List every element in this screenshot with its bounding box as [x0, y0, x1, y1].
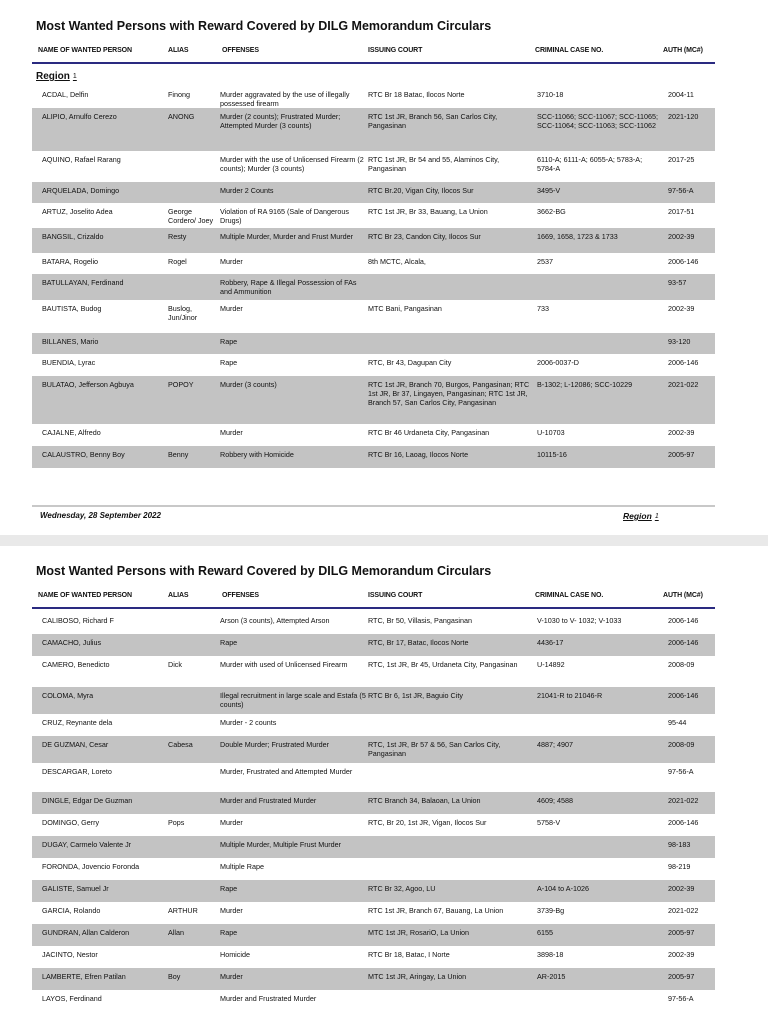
cell-issuing-court: MTC Bani, Pangasinan — [368, 304, 442, 313]
cell-alias: Boy — [168, 972, 181, 981]
cell-offense: Murder 2 Counts — [220, 186, 274, 195]
cell-case-number: 3710-18 — [537, 90, 564, 99]
cell-offense: Murder, Frustrated and Attempted Murder — [220, 767, 353, 776]
cell-auth-mc: 2021-022 — [668, 796, 699, 805]
region-label: Region — [36, 71, 70, 82]
cell-offense: Murder — [220, 257, 243, 266]
table-row — [32, 924, 715, 946]
cell-auth-mc: 2006-146 — [668, 691, 699, 700]
cell-person-name: GUNDRAN, Allan Calderon — [42, 928, 130, 937]
cell-auth-mc: 93-120 — [668, 337, 691, 346]
table-row — [32, 634, 715, 656]
cell-auth-mc: 95-44 — [668, 718, 687, 727]
page-title: Most Wanted Persons with Reward Covered by DILG Memorandum Circulars — [36, 564, 492, 578]
table-row — [32, 182, 715, 203]
cell-person-name: DE GUZMAN, Cesar — [42, 740, 109, 749]
cell-case-number: 733 — [537, 304, 549, 313]
cell-offense: Double Murder; Frustrated Murder — [220, 740, 330, 749]
cell-case-number: 6110-A; 6111-A; 6055-A; 5783-A; 5784-A — [537, 155, 643, 173]
cell-offense: Multiple Murder, Murder and Frust Murder — [220, 232, 354, 241]
cell-auth-mc: 2008-09 — [668, 740, 695, 749]
cell-case-number: 4436-17 — [537, 638, 564, 647]
document-page-2 — [0, 546, 768, 1024]
cell-person-name: BATULLAYAN, Ferdinand — [42, 278, 124, 287]
cell-auth-mc: 2017-25 — [668, 155, 695, 164]
cell-case-number: 3739-Bg — [537, 906, 565, 915]
cell-issuing-court: RTC Br 23, Candon City, Ilocos Sur — [368, 232, 481, 241]
cell-person-name: DUGAY, Carmelo Valente Jr — [42, 840, 132, 849]
cell-offense: Murder — [220, 906, 243, 915]
table-row — [32, 880, 715, 902]
cell-auth-mc: 2005-97 — [668, 928, 695, 937]
cell-case-number: 4887; 4907 — [537, 740, 573, 749]
table-row — [32, 446, 715, 468]
table-row — [32, 612, 715, 634]
table-row — [32, 858, 715, 880]
page-footer — [32, 505, 715, 527]
cell-auth-mc: 2002-39 — [668, 428, 695, 437]
table-row — [32, 902, 715, 924]
header-auth: AUTH (MC#) — [663, 47, 703, 54]
cell-alias: Finong — [168, 90, 190, 99]
cell-alias: Resty — [168, 232, 187, 241]
table-row — [32, 151, 715, 182]
cell-auth-mc: 2006-146 — [668, 638, 699, 647]
cell-auth-mc: 97-56-A — [668, 994, 694, 1003]
cell-offense: Rape — [220, 928, 238, 937]
cell-issuing-court: RTC Br 18 Batac, Ilocos Norte — [368, 90, 465, 99]
table-row — [32, 376, 715, 424]
table-row — [32, 86, 715, 108]
cell-issuing-court: RTC, Br 43, Dagupan City — [368, 358, 452, 367]
cell-auth-mc: 2002-39 — [668, 884, 695, 893]
cell-auth-mc: 2004-11 — [668, 90, 694, 99]
header-auth: AUTH (MC#) — [663, 592, 703, 599]
cell-auth-mc: 2021-022 — [668, 380, 699, 389]
table-row — [32, 424, 715, 446]
cell-offense: Rape — [220, 358, 238, 367]
cell-offense: Rape — [220, 638, 238, 647]
header-issuing-court: ISSUING COURT — [368, 592, 423, 599]
table-row — [32, 714, 715, 736]
cell-person-name: CALIBOSO, Richard F — [42, 616, 114, 625]
cell-person-name: DOMINGO, Gerry — [42, 818, 100, 827]
cell-case-number: AR-2015 — [537, 972, 566, 981]
cell-offense: Murder — [220, 304, 243, 313]
cell-issuing-court: RTC, Br 20, 1st JR, Vigan, Ilocos Sur — [368, 818, 487, 827]
cell-issuing-court: MTC 1st JR, Aringay, La Union — [368, 972, 467, 981]
table-body — [32, 612, 715, 1012]
table-row — [32, 656, 715, 687]
cell-issuing-court: RTC Br 6, 1st JR, Baguio City — [368, 691, 463, 700]
cell-auth-mc: 2005-97 — [668, 450, 695, 459]
table-row — [32, 687, 715, 714]
cell-offense: Murder — [220, 972, 243, 981]
cell-offense: Rape — [220, 337, 238, 346]
footer-region — [623, 511, 659, 521]
header-name: NAME OF WANTED PERSON — [38, 47, 132, 54]
cell-issuing-court: MTC 1st JR, RosariO, La Union — [368, 928, 470, 937]
cell-auth-mc: 93-57 — [668, 278, 687, 287]
cell-case-number: 5758-V — [537, 818, 561, 827]
cell-case-number: 21041-R to 21046-R — [537, 691, 603, 700]
cell-person-name: FORONDA, Jovencio Foronda — [42, 862, 140, 871]
table-row — [32, 333, 715, 354]
cell-person-name: DESCARGAR, Loreto — [42, 767, 112, 776]
cell-case-number: V-1030 to V- 1032; V-1033 — [537, 616, 622, 625]
cell-person-name: ALIPIO, Arnulfo Cerezo — [42, 112, 117, 121]
cell-person-name: ACDAL, Delfin — [42, 90, 89, 99]
cell-offense: Illegal recruitment in large scale and Estafa (5 counts) — [220, 691, 366, 709]
cell-person-name: BULATAO, Jefferson Agbuya — [42, 380, 134, 389]
cell-case-number: U-10703 — [537, 428, 565, 437]
cell-alias: POPOY — [168, 380, 194, 389]
footer-region-number: 1 — [654, 513, 659, 520]
cell-case-number: SCC-11066; SCC-11067; SCC-11065; SCC-11064; SCC-11063; SCC-11062 — [537, 112, 659, 130]
cell-auth-mc: 2002-39 — [668, 950, 695, 959]
cell-auth-mc: 2021-022 — [668, 906, 699, 915]
cell-offense: Murder — [220, 428, 243, 437]
cell-case-number: 2006-0037-D — [537, 358, 579, 367]
table-row — [32, 990, 715, 1012]
cell-issuing-court: RTC Br 46 Urdaneta City, Pangasinan — [368, 428, 490, 437]
cell-case-number: A-104 to A-1026 — [537, 884, 589, 893]
cell-person-name: BATARA, Rogelio — [42, 257, 99, 266]
cell-person-name: CRUZ, Reynante dela — [42, 718, 113, 727]
cell-auth-mc: 98-183 — [668, 840, 691, 849]
cell-case-number: 1669, 1658, 1723 & 1733 — [537, 232, 618, 241]
cell-person-name: DINGLE, Edgar De Guzman — [42, 796, 133, 805]
cell-offense: Murder (3 counts) — [220, 380, 277, 389]
table-row — [32, 968, 715, 990]
table-row — [32, 792, 715, 814]
cell-issuing-court: RTC 1st JR, Br 33, Bauang, La Union — [368, 207, 488, 216]
cell-alias: Buslog, Jun/Jinor — [168, 304, 198, 322]
cell-issuing-court: RTC Br.20, Vigan City, Ilocos Sur — [368, 186, 474, 195]
cell-offense: Murder aggravated by the use of illegally possessed firearm — [220, 90, 350, 108]
cell-case-number: 3898-18 — [537, 950, 564, 959]
cell-person-name: BANGSIL, Crizaldo — [42, 232, 104, 241]
cell-issuing-court: RTC Br 32, Agoo, LU — [368, 884, 436, 893]
cell-offense: Murder — [220, 818, 243, 827]
header-name: NAME OF WANTED PERSON — [38, 592, 132, 599]
table-row — [32, 300, 715, 333]
header-alias: ALIAS — [168, 47, 189, 54]
cell-person-name: BAUTISTA, Budog — [42, 304, 102, 313]
table-header — [32, 45, 715, 64]
cell-person-name: BUENDIA, Lyrac — [42, 358, 96, 367]
cell-auth-mc: 2002-39 — [668, 304, 695, 313]
cell-offense: Murder (2 counts); Frustrated Murder; Attempted Murder (3 counts) — [220, 112, 341, 130]
cell-offense: Murder - 2 counts — [220, 718, 277, 727]
cell-case-number: U-14892 — [537, 660, 565, 669]
page-title: Most Wanted Persons with Reward Covered by DILG Memorandum Circulars — [36, 19, 492, 33]
table-row — [32, 228, 715, 253]
cell-person-name: ARQUELADA, Domingo — [42, 186, 120, 195]
table-body — [32, 86, 715, 468]
cell-issuing-court: RTC 1st JR, Branch 67, Bauang, La Union — [368, 906, 504, 915]
cell-person-name: JACINTO, Nestor — [42, 950, 98, 959]
cell-person-name: CALAUSTRO, Benny Boy — [42, 450, 125, 459]
cell-auth-mc: 2021-120 — [668, 112, 699, 121]
cell-auth-mc: 97-56-A — [668, 186, 694, 195]
cell-auth-mc: 2006-146 — [668, 257, 699, 266]
cell-offense: Murder and Frustrated Murder — [220, 796, 317, 805]
cell-auth-mc: 2008-09 — [668, 660, 695, 669]
cell-issuing-court: RTC, 1st JR, Br 57 & 56, San Carlos City, Pangasinan — [368, 740, 501, 758]
cell-offense: Robbery, Rape & Illegal Possession of FAs and Ammunition — [220, 278, 357, 296]
cell-auth-mc: 2006-146 — [668, 818, 699, 827]
cell-person-name: CAMACHO, Julius — [42, 638, 102, 647]
table-row — [32, 836, 715, 858]
cell-offense: Murder with the use of Unlicensed Firearm (2 counts); Murder (3 counts) — [220, 155, 364, 173]
cell-case-number: 3662-BG — [537, 207, 566, 216]
cell-offense: Murder and Frustrated Murder — [220, 994, 317, 1003]
cell-alias: Allan — [168, 928, 184, 937]
cell-case-number: 4609; 4588 — [537, 796, 573, 805]
cell-alias: ANONG — [168, 112, 195, 121]
header-offenses: OFFENSES — [222, 592, 259, 599]
table-row — [32, 253, 715, 274]
cell-offense: Murder with used of Unlicensed Firearm — [220, 660, 348, 669]
cell-person-name: GALISTE, Samuel Jr — [42, 884, 109, 893]
cell-offense: Arson (3 counts), Attempted Arson — [220, 616, 330, 625]
table-header — [32, 590, 715, 609]
cell-offense: Violation of RA 9165 (Sale of Dangerous Drugs) — [220, 207, 349, 225]
cell-auth-mc: 98-219 — [668, 862, 691, 871]
table-row — [32, 946, 715, 968]
cell-offense: Multiple Rape — [220, 862, 264, 871]
table-row — [32, 763, 715, 792]
cell-case-number: 2537 — [537, 257, 553, 266]
cell-alias: Benny — [168, 450, 189, 459]
cell-person-name: CAJALNE, Alfredo — [42, 428, 101, 437]
cell-alias: Rogel — [168, 257, 187, 266]
cell-auth-mc: 2006-146 — [668, 358, 699, 367]
cell-alias: ARTHUR — [168, 906, 198, 915]
cell-auth-mc: 2006-146 — [668, 616, 699, 625]
cell-alias: Cabesa — [168, 740, 193, 749]
header-alias: ALIAS — [168, 592, 189, 599]
footer-date: Wednesday, 28 September 2022 — [40, 511, 161, 520]
cell-auth-mc: 2017-51 — [668, 207, 695, 216]
cell-person-name: CAMERO, Benedicto — [42, 660, 110, 669]
cell-case-number: B-1302; L-12086; SCC-10229 — [537, 380, 633, 389]
cell-person-name: AQUINO, Rafael Rarang — [42, 155, 121, 164]
header-issuing-court: ISSUING COURT — [368, 47, 423, 54]
cell-issuing-court: RTC Br 18, Batac, I Norte — [368, 950, 450, 959]
cell-issuing-court: RTC 1st JR, Br 54 and 55, Alaminos City, Pangasinan — [368, 155, 500, 173]
cell-issuing-court: RTC, Br 50, Villasis, Pangasinan — [368, 616, 473, 625]
footer-region-label: Region — [623, 511, 652, 521]
cell-offense: Homicide — [220, 950, 250, 959]
cell-offense: Rape — [220, 884, 238, 893]
region-number: 1 — [72, 73, 77, 80]
cell-alias: Pops — [168, 818, 185, 827]
cell-issuing-court: 8th MCTC, Alcala, — [368, 257, 426, 266]
cell-issuing-court: RTC 1st JR, Branch 70, Burgos, Pangasinan; RTC 1st JR, Br 37, Lingayen, Pangasinan; RTC 1st JR, Branch 57, San Carlos City, Pangasinan — [368, 380, 530, 407]
cell-issuing-court: RTC Branch 34, Balaoan, La Union — [368, 796, 481, 805]
cell-case-number: 3495-V — [537, 186, 561, 195]
cell-auth-mc: 97-56-A — [668, 767, 694, 776]
cell-issuing-court: RTC, 1st JR, Br 45, Urdaneta City, Pangasinan — [368, 660, 518, 669]
table-row — [32, 354, 715, 376]
cell-alias: Dick — [168, 660, 182, 669]
cell-issuing-court: RTC Br 16, Laoag, Ilocos Norte — [368, 450, 469, 459]
cell-person-name: LAYOS, Ferdinand — [42, 994, 102, 1003]
cell-person-name: BILLANES, Mario — [42, 337, 99, 346]
cell-offense: Multiple Murder, Multiple Frust Murder — [220, 840, 342, 849]
cell-auth-mc: 2002-39 — [668, 232, 695, 241]
cell-issuing-court: RTC, Br 17, Batac, Ilocos Norte — [368, 638, 469, 647]
cell-person-name: ARTUZ, Joselito Adea — [42, 207, 113, 216]
table-row — [32, 814, 715, 836]
table-row — [32, 203, 715, 228]
cell-person-name: LAMBERTE, Efren Patilan — [42, 972, 126, 981]
header-case-no: CRIMINAL CASE NO. — [535, 592, 604, 599]
cell-case-number: 10115-16 — [537, 450, 567, 459]
header-case-no: CRIMINAL CASE NO. — [535, 47, 604, 54]
table-row — [32, 274, 715, 300]
region-heading — [36, 71, 77, 82]
table-row — [32, 736, 715, 763]
cell-issuing-court: RTC 1st JR, Branch 56, San Carlos City, Pangasinan — [368, 112, 498, 130]
cell-alias: George Cordero/ Joey — [168, 207, 214, 225]
cell-person-name: GARCIA, Rolando — [42, 906, 101, 915]
header-offenses: OFFENSES — [222, 47, 259, 54]
cell-auth-mc: 2005-97 — [668, 972, 695, 981]
cell-offense: Robbery with Homicide — [220, 450, 294, 459]
cell-person-name: COLOMA, Myra — [42, 691, 94, 700]
table-row — [32, 108, 715, 151]
cell-case-number: 6155 — [537, 928, 553, 937]
